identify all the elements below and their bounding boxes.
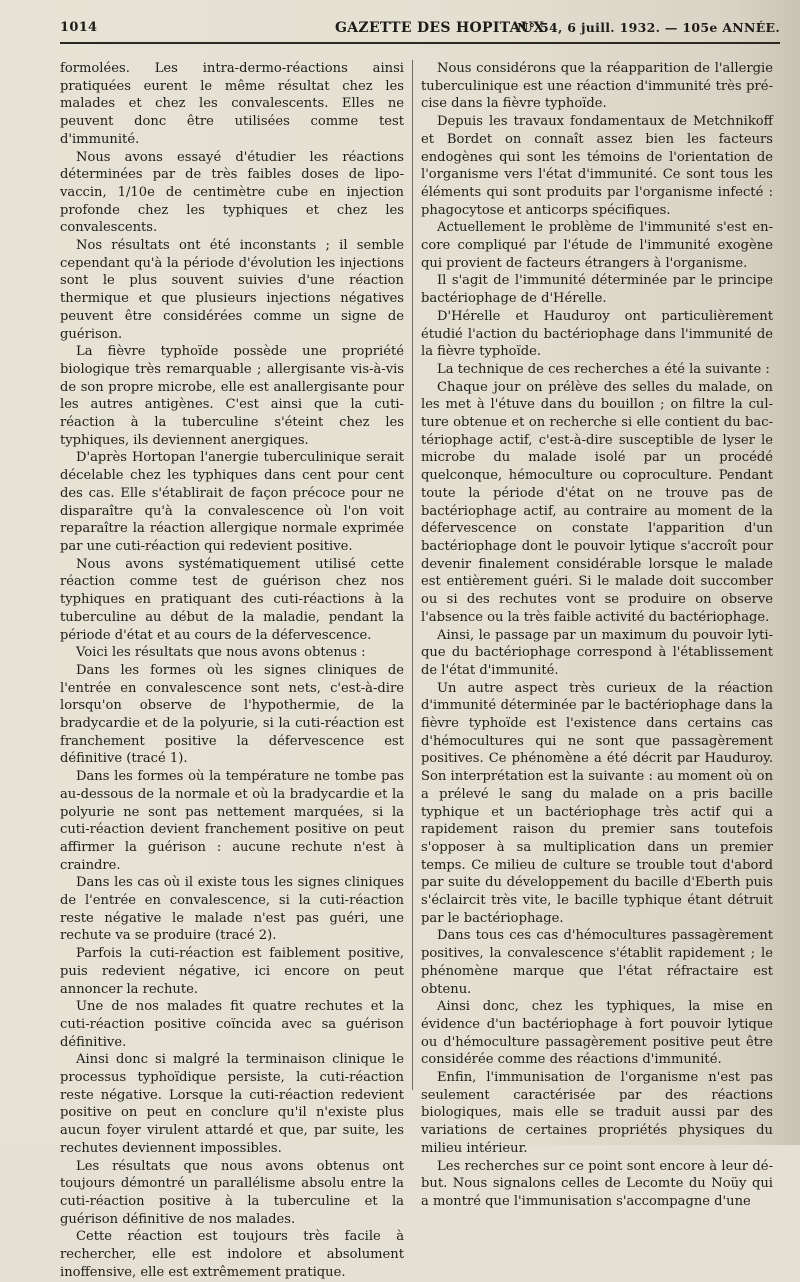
right-column [421, 60, 773, 1211]
paragraph: Une de nos malades fit quatre rechutes et la cuti-réaction positive coïncida avec sa guérison définitive. [60, 999, 404, 1050]
page-number: 1014 [60, 20, 98, 35]
paragraph: Parfois la cuti-réaction est faiblement positive, puis redevient négative, ici encore on peut annoncer la rechute. [60, 946, 404, 997]
paragraph: Enfin, l'immunisation de l'organisme n'est pas seulement caractérisée par des réactions biologiques, mais elle se traduit aussi par des variations de certaines propriétés physiques du milieu intérieur. [421, 1070, 773, 1156]
paragraph: Dans les formes où la température ne tombe pas au-dessous de la normale et où la bradycardie et la polyurie ne sont pas nettement marquées, si la cuti-réaction devient franchement positive on peut affirmer la guérison : aucune rechute n'est à craindre. [60, 769, 404, 873]
paragraph: Nous considérons que la réapparition de l'allergie tuberculinique est une réaction d'immunité très précise dans la fièvre typhoïde. [421, 61, 773, 112]
paragraph: Un autre aspect très curieux de la réaction d'immunité déterminée par le bactériophage dans la fièvre typhoïde est l'existence dans certains cas d'hémocultures qui ne sont que passagèrement positives. Ce phénomène a été décrit par Hauduroy. Son interprétation est la suivante : au moment où on a prélevé le sang du malade on a pris bacille typhique et un bactériophage très actif qui a rapidement raison du premier sans toutefois s'opposer à sa multiplication dans un premier temps. Ce milieu de culture se trouble tout d'abord par suite du développement du bacille d'Eberth puis s'éclaircit très vite, le bacille typhique étant détruit par le bactériophage. [421, 680, 773, 926]
paragraph: Les recherches sur ce point sont encore à leur début. Nous signalons celles de Lecomte du Noüy qui a montré que l'immunisation s'accompagne d'une [421, 1158, 773, 1209]
paragraph: Dans tous ces cas d'hémocultures passagèrement positives, la convalescence s'établit rapidement ; le phénomène marque que l'état réfractaire est obtenu. [421, 928, 773, 997]
paragraph: Ainsi donc si malgré la terminaison clinique le processus typhoïdique persiste, la cuti-réaction reste négative. Lorsque la cuti-réaction redevient positive on peut en conclure qu'il n'existe plus aucun foyer virulent attardé et que, par suite, les rechutes deviennent impossibles. [60, 1052, 404, 1156]
column-divider [412, 60, 413, 1090]
paragraph: Les résultats que nous avons obtenus ont toujours démontré un parallélisme absolu entre la cuti-réaction positive à la tuberculine et la guérison définitive de nos malades. [60, 1158, 404, 1227]
paragraph: Il s'agit de l'immunité déterminée par le principe bactériophage de d'Hérelle. [421, 273, 773, 307]
left-column [60, 60, 404, 1282]
running-header [60, 16, 780, 44]
paragraph: Ainsi donc, chez les typhiques, la mise en évidence d'un bactériophage à fort pouvoir lytique ou d'hémoculture passagèrement positive peut être considérée comme des réactions d'immunité. [421, 999, 773, 1068]
paragraph: Chaque jour on prélève des selles du malade, on les met à l'étuve dans du bouillon ; on filtre la culture obtenue et on recherche si elle contient du bactériophage actif, c'est-à-dire susceptible de lyser le microbe du malade isolé par un procédé quelconque, hémoculture ou coproculture. Pendant toute la période d'état on ne trouve pas de bactériophage actif, au contraire au moment de la défervescence on constate l'apparition d'un bactériophage dont le pouvoir lytique s'accroît pour devenir finalement considérable lorsque le malade est entièrement guéri. Si le malade doit succomber ou si des rechutes vont se produire on observe l'absence ou la très faible activité du bactériophage. [421, 379, 773, 625]
journal-title: GAZETTE DES HOPITAUX [335, 20, 545, 36]
paragraph: Actuellement le problème de l'immunité s'est encore compliqué par l'étude de l'immunité exogène qui provient de facteurs étrangers à l'organisme. [421, 220, 773, 271]
paragraph: D'Hérelle et Hauduroy ont particulièrement étudié l'action du bactériophage dans l'immunité de la fièvre typhoïde. [421, 308, 773, 360]
paragraph: Dans les formes où les signes cliniques de l'entrée en convalescence sont nets, c'est-à-dire lorsqu'on observe de l'hypothermie, de la bradycardie et de la polyurie, si la cuti-réaction est franchement positive la défervescence est définitive (tracé 1). [60, 662, 404, 767]
paragraph: Ainsi, le passage par un maximum du pouvoir lytique du bactériophage correspond à l'établissement de l'état d'immunité. [421, 627, 773, 678]
paragraph: Nous avons systématiquement utilisé cette réaction comme test de guérison chez nos typhiques en pratiquant des cuti-réactions à la tuberculine au début de la maladie, pendant la période d'état et au cours de la défervescence. [60, 556, 404, 643]
paragraph: La fièvre typhoïde possède une propriété biologique très remarquable ; allergisante vis-à-vis de son propre microbe, elle est anallergisante pour les autres antigènes. C'est ainsi que la cuti-réaction à la tuberculine s'éteint chez les typhiques, ils deviennent anergiques. [60, 344, 404, 448]
paragraph: D'après Hortopan l'anergie tuberculinique serait décelable chez les typhiques dans cent pour cent des cas. Elle s'établirait de façon précoce pour ne disparaître qu'à la convalescence où l'on voit reparaître la réaction allergique normale exprimée par une cuti-réaction qui redevient positive. [60, 450, 404, 554]
paragraph: Nous avons essayé d'étudier les réactions déterminées par de très faibles doses de lipo-vaccin, 1/10e de centimètre cube en injection profonde chez les typhiques et chez les convalescents. [60, 149, 404, 236]
paragraph: Dans les cas où il existe tous les signes cliniques de l'entrée en convalescence, si la cuti-réaction reste négative le malade n'est pas guéri, une rechute va se produire (tracé 2). [60, 875, 404, 944]
paragraph: Voici les résultats que nous avons obtenus : [76, 645, 366, 661]
paragraph: Cette réaction est toujours très facile à rechercher, elle est indolore et absolument inoffensive, elle est extrêmement pratique. [60, 1229, 404, 1280]
paragraph: formolées. Les intra-dermo-réactions ainsi pratiquées eurent le même résultat chez les malades et chez les convalescents. Elles ne peuvent donc être utilisées comme test d'immunité. [60, 61, 404, 147]
paragraph: La technique de ces recherches a été la suivante : [437, 361, 770, 377]
paragraph: Nos résultats ont été inconstants ; il semble cependant qu'à la période d'évolution les injections sont le plus souvent suivies d'une réaction thermique et que plusieurs injections négatives peuvent être considérées comme un signe de guérison. [60, 238, 404, 342]
paragraph: Depuis les travaux fondamentaux de Metchnikoff et Bordet on connaît assez bien les facteurs endogènes qui sont les témoins de l'orientation de l'organisme vers l'état d'immunité. Ce sont tous les éléments qui sont produits par l'organisme infecté : phagocytose et anticorps spécifiques. [421, 114, 773, 218]
issue-info: N° 54, 6 juill. 1932. — 105e ANNÉE. [517, 20, 780, 35]
